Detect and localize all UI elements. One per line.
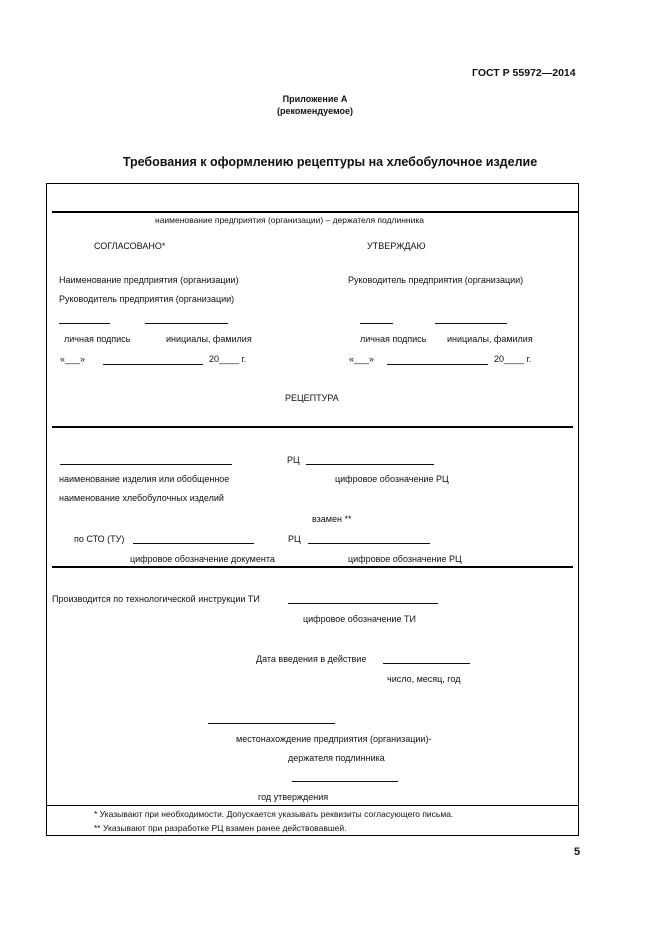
rc-caption: цифровое обозначение РЦ (335, 474, 449, 484)
holder-caption: наименование предприятия (организации) – держателя подлинника (155, 215, 424, 225)
effective-date-field[interactable] (383, 663, 470, 664)
ti-code-field[interactable] (288, 603, 438, 604)
sto-label: по СТО (ТУ) (74, 534, 125, 544)
page-number: 5 (574, 846, 581, 858)
appendix-type: (рекомендуемое) (277, 106, 353, 116)
footnote-divider (47, 805, 578, 806)
agreed-org-label: Наименование предприятия (организации) (59, 275, 239, 285)
approved-signature-caption: личная подпись (360, 334, 427, 344)
page-title: Требования к оформлению рецептуры на хлебобулочное изделие (122, 155, 538, 169)
approved-name-field[interactable] (435, 323, 507, 324)
year-field[interactable] (292, 781, 398, 782)
approved-date-month-field[interactable] (387, 364, 488, 365)
footnote-1: * Указывают при необходимости. Допускается указывать реквизиты согласующего письма. (94, 809, 454, 819)
approved-heading: УТВЕРЖДАЮ (367, 241, 426, 251)
agreed-head-label: Руководитель предприятия (организации) (59, 294, 235, 304)
agreed-date-year: 20____ г. (209, 354, 247, 364)
product-caption-2: наименование хлебобулочных изделий (59, 493, 224, 503)
product-name-field[interactable] (60, 464, 232, 465)
rc-label: РЦ (287, 455, 300, 465)
product-divider (52, 566, 573, 568)
effective-label: Дата введения в действие (256, 654, 367, 664)
recipe-divider (52, 426, 573, 428)
rc2-label: РЦ (288, 534, 301, 544)
agreed-name-field[interactable] (145, 323, 228, 324)
approved-date-day: «___» (349, 354, 375, 364)
agreed-date-day: «___» (60, 354, 86, 364)
location-caption-2: держателя подлинника (288, 753, 385, 763)
location-field[interactable] (208, 723, 335, 724)
recipe-heading: РЕЦЕПТУРА (285, 393, 339, 403)
approved-head-label: Руководитель предприятия (организации) (348, 275, 524, 285)
ti-label: Производится по технологической инструкции ТИ (52, 594, 260, 604)
approved-name-caption: инициалы, фамилия (447, 334, 533, 344)
appendix-title: Приложение А (282, 94, 348, 104)
agreed-signature-caption: личная подпись (64, 334, 131, 344)
rc-code-field[interactable] (306, 464, 434, 465)
agreed-signature-field[interactable] (59, 323, 110, 324)
year-caption: год утверждения (258, 792, 329, 802)
agreed-name-caption: инициалы, фамилия (166, 334, 252, 344)
footnote-2: ** Указывают при разработке РЦ взамен ранее действовавшей. (94, 823, 347, 833)
effective-caption: число, месяц, год (387, 674, 461, 684)
product-caption-1: наименование изделия или обобщенное (59, 474, 230, 484)
approved-signature-field[interactable] (360, 323, 393, 324)
agreed-date-month-field[interactable] (103, 364, 203, 365)
rc2-caption: цифровое обозначение РЦ (348, 554, 462, 564)
approved-date-year: 20____ г. (494, 354, 532, 364)
sto-caption: цифровое обозначение документа (130, 554, 275, 564)
location-caption-1: местонахождение предприятия (организации)- (236, 734, 432, 744)
ti-caption: цифровое обозначение ТИ (303, 614, 416, 624)
rc2-code-field[interactable] (308, 543, 430, 544)
holder-name-line (52, 211, 578, 213)
standard-code: ГОСТ Р 55972—2014 (472, 67, 576, 79)
sto-code-field[interactable] (133, 543, 254, 544)
agreed-heading: СОГЛАСОВАНО* (94, 241, 166, 251)
instead-label: взамен ** (312, 514, 352, 524)
